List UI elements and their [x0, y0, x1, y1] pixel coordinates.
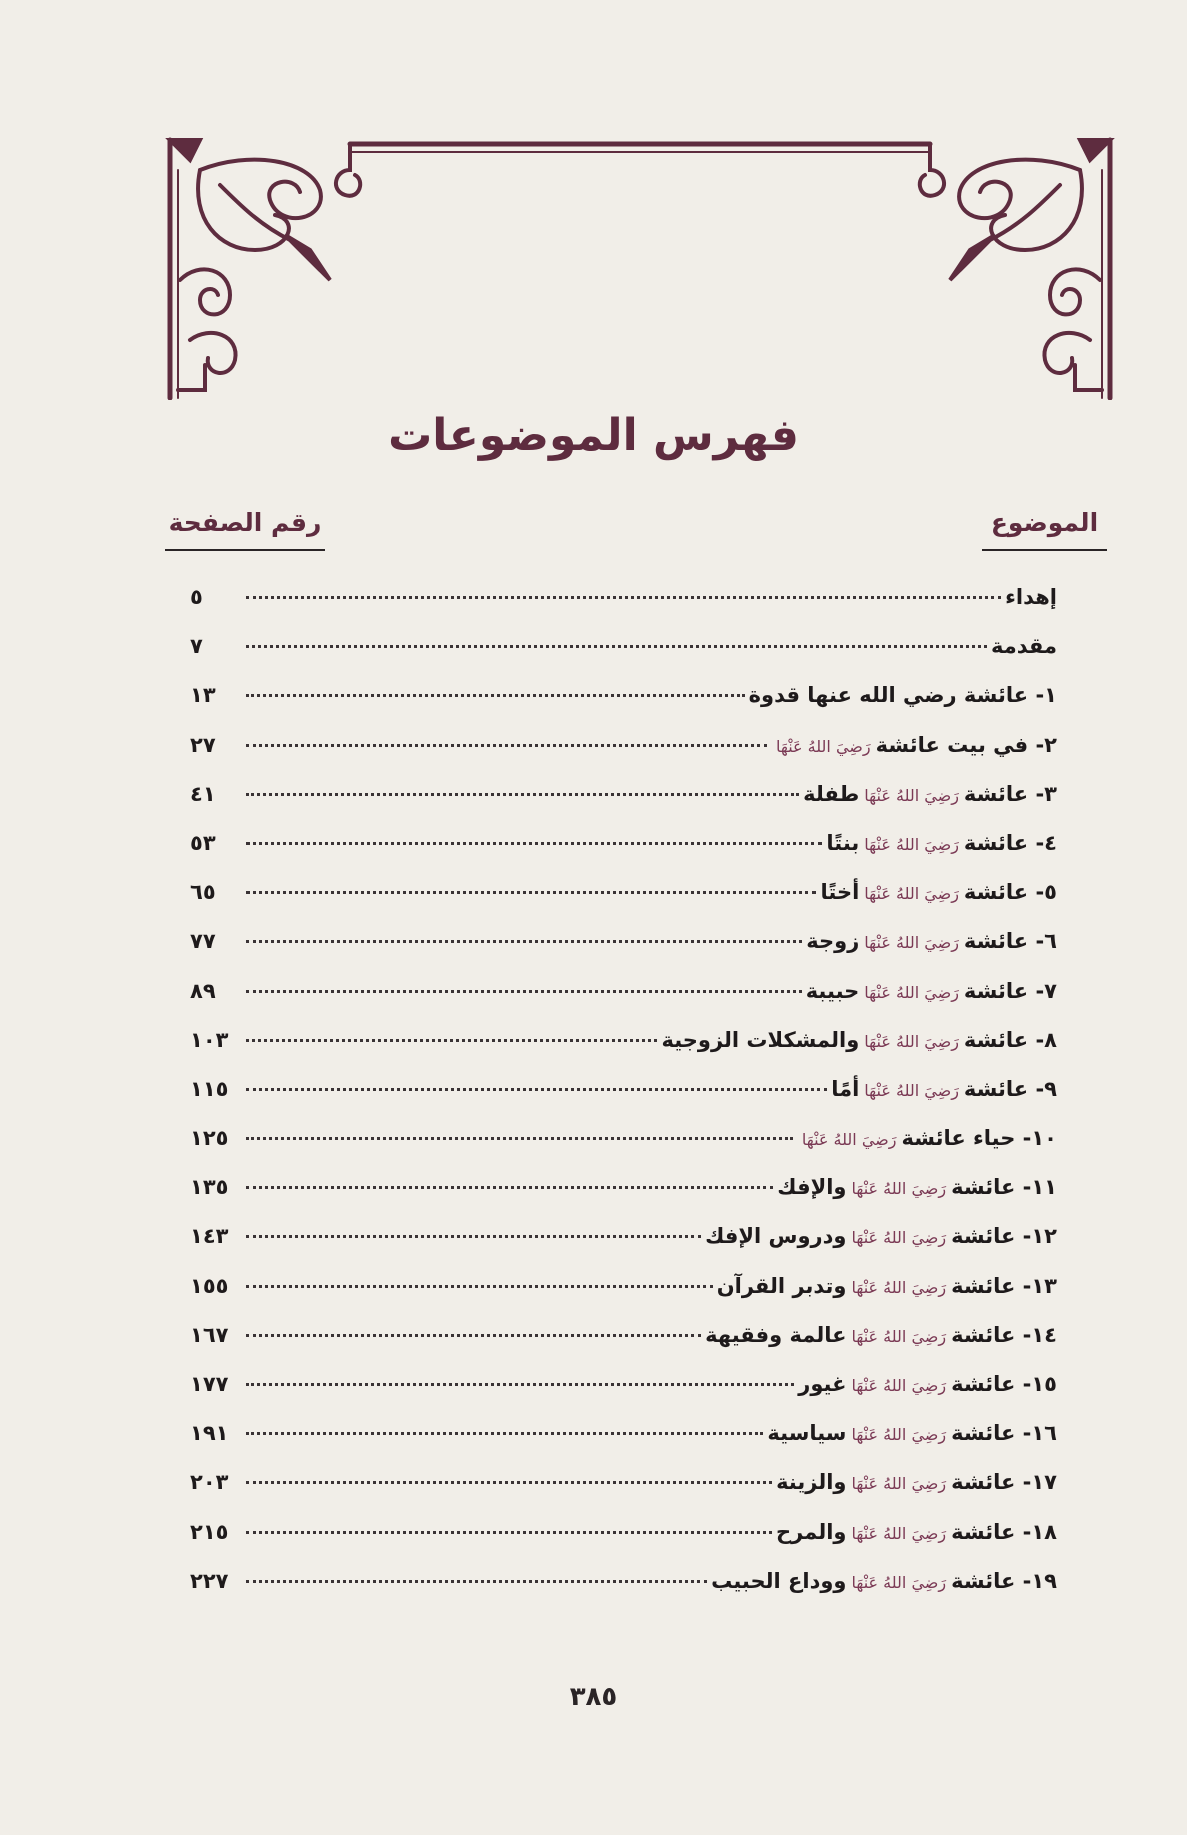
column-header-topic: الموضوع: [982, 508, 1107, 551]
toc-entry-suffix: أختًا: [820, 880, 860, 905]
toc-entry-title: [991, 634, 1057, 658]
toc-entry-suffix: حبيبة: [805, 978, 860, 1003]
toc-entry-honorific: رَضِيَ اللهُ عَنْهَا: [864, 785, 959, 805]
toc-entry[interactable]: [190, 1077, 1057, 1126]
toc-entry-page: ١٣٥: [190, 1175, 229, 1200]
toc-entry-page: ٢٢٧: [190, 1568, 229, 1593]
toc-entry-honorific: رَضِيَ اللهُ عَنْهَا: [851, 1277, 947, 1297]
toc-entry-honorific: رَضِيَ اللهُ عَنْهَا: [851, 1376, 947, 1395]
dot-leader: [246, 595, 1001, 599]
toc-entry-title: [806, 929, 1057, 953]
toc-entry-label: ١٣- عائشة: [951, 1273, 1057, 1298]
toc-entry-suffix: بنتًا: [826, 830, 860, 855]
dot-leader: [246, 841, 822, 845]
dot-leader: [246, 1284, 713, 1288]
toc-entry-title: [767, 1421, 1057, 1445]
toc-entry-title: [661, 1028, 1057, 1052]
toc-entry-honorific: رَضِيَ اللهُ عَنْهَا: [864, 982, 959, 1002]
toc-entry-suffix: غيور: [798, 1372, 847, 1396]
page-title: فهرس الموضوعات: [388, 410, 799, 461]
toc-entry-page: ٢٧: [190, 732, 216, 757]
toc-entry[interactable]: [190, 880, 1057, 929]
toc-entry-title: [831, 1077, 1057, 1101]
toc-entry[interactable]: [190, 1028, 1057, 1077]
toc-entry-label: ١- عائشة رضي الله عنها قدوة: [748, 683, 1057, 708]
toc-entry-suffix: ودروس الإفك: [705, 1224, 847, 1249]
toc-entry-title: [820, 880, 1057, 904]
toc-entry-honorific: رَضِيَ اللهُ عَنْهَا: [775, 736, 871, 756]
toc-entry-suffix: عالمة وفقيهة: [705, 1322, 847, 1347]
toc-entry-page: ٢٠٣: [190, 1470, 229, 1495]
toc-entry-label: ١٢- عائشة: [951, 1224, 1057, 1249]
dot-leader: [246, 1038, 657, 1042]
toc-entry-honorific: رَضِيَ اللهُ عَنْهَا: [851, 1474, 947, 1494]
toc-entry-title: [806, 979, 1057, 1003]
toc-entry-page: ١٠٣: [190, 1027, 229, 1052]
toc-entry-honorific: رَضِيَ اللهُ عَنْهَا: [864, 834, 959, 854]
toc-entry-title: [749, 683, 1057, 707]
toc-entry[interactable]: [190, 831, 1057, 880]
toc-entry[interactable]: [190, 1421, 1057, 1470]
toc-entry[interactable]: [190, 1569, 1057, 1618]
toc-entry-suffix: طفلة: [803, 781, 860, 806]
toc-entry-honorific: رَضِيَ اللهُ عَنْهَا: [851, 1425, 947, 1445]
toc-entry-title: [777, 1175, 1057, 1199]
toc-entry-title: [776, 1470, 1057, 1494]
toc-entry[interactable]: [190, 782, 1057, 831]
toc-entry[interactable]: [190, 1520, 1057, 1569]
toc-entry-title: [776, 1520, 1057, 1544]
toc-entry-page: ٧٧: [190, 929, 216, 954]
toc-entry-page: ١٥٥: [190, 1273, 229, 1298]
toc-entry-suffix: أمًا: [831, 1076, 860, 1101]
toc-entry-page: ١٧٧: [190, 1372, 229, 1396]
toc-entry-suffix: ووداع الحبيب: [711, 1568, 847, 1593]
toc-entry-page: ١١٥: [190, 1076, 229, 1101]
dot-leader: [246, 989, 802, 993]
toc-entry-label: ٣- عائشة: [963, 781, 1057, 806]
dot-leader: [246, 743, 767, 747]
dot-leader: [246, 1530, 772, 1534]
toc-entry[interactable]: [190, 634, 1057, 683]
toc-entry-label: ٧- عائشة: [963, 978, 1057, 1003]
toc-entry-honorific: رَضِيَ اللهُ عَنْهَا: [864, 884, 959, 904]
dot-leader: [246, 644, 987, 648]
toc-entry-page: ١٤٣: [190, 1224, 229, 1249]
toc-entry-label: ٨- عائشة: [963, 1027, 1057, 1052]
toc-entry-label: ١١- عائشة: [951, 1175, 1057, 1200]
toc-entry-title: [771, 733, 1057, 757]
toc-entry-suffix: والمشكلات الزوجية: [661, 1027, 860, 1052]
toc-entry[interactable]: [190, 1175, 1057, 1224]
dot-leader: [246, 1579, 707, 1583]
page-number: ٣٨٥: [569, 1682, 618, 1712]
dot-leader: [246, 1234, 701, 1238]
toc-entry-label: ١٠- حياء عائشة: [901, 1126, 1057, 1151]
toc-entry-page: ١٣: [190, 683, 216, 708]
toc-entry[interactable]: [190, 585, 1057, 634]
toc-entry-title: [711, 1569, 1057, 1593]
toc-entry-suffix: سياسية: [767, 1421, 847, 1446]
dot-leader: [246, 1382, 794, 1386]
toc-entry-page: ٨٩: [190, 978, 216, 1003]
dot-leader: [246, 693, 745, 697]
dot-leader: [246, 890, 816, 894]
toc-entry-honorific: رَضِيَ اللهُ عَنْهَا: [851, 1572, 947, 1592]
toc-entry-label: إهداء: [1005, 585, 1057, 609]
toc-entry-suffix: والزينة: [776, 1470, 847, 1495]
toc-entry-label: ٩- عائشة: [963, 1076, 1057, 1101]
toc-entry-title: [705, 1224, 1057, 1248]
toc-entry-honorific: رَضِيَ اللهُ عَنْهَا: [864, 933, 959, 953]
toc-entry-page: ٥٣: [190, 830, 216, 855]
toc-entry-label: ٦- عائشة: [963, 929, 1057, 954]
toc-entry-page: ١٩١: [190, 1421, 229, 1446]
toc-entry[interactable]: [190, 733, 1057, 782]
toc-entry-title: [705, 1323, 1057, 1347]
toc-entry-honorific: رَضِيَ اللهُ عَنْهَا: [851, 1326, 947, 1346]
toc-entry-label: ١٤- عائشة: [951, 1322, 1057, 1347]
toc-entry-honorific: رَضِيَ اللهُ عَنْهَا: [851, 1179, 947, 1199]
ornamental-frame: [160, 130, 1120, 400]
toc-entry[interactable]: [190, 1470, 1057, 1519]
toc-entry-label: ١٨- عائشة: [951, 1519, 1057, 1544]
toc-entry-honorific: رَضِيَ اللهُ عَنْهَا: [851, 1523, 947, 1543]
toc-entry-honorific: رَضِيَ اللهُ عَنْهَا: [851, 1228, 947, 1248]
dot-leader: [246, 1431, 763, 1435]
toc-entry[interactable]: [190, 1274, 1057, 1323]
dot-leader: [246, 1333, 701, 1337]
toc-entry[interactable]: [190, 979, 1057, 1028]
dot-leader: [246, 939, 802, 943]
dot-leader: [246, 1136, 793, 1140]
toc-entry-title: [826, 831, 1057, 855]
toc-entry[interactable]: [190, 1126, 1057, 1175]
table-of-contents: [190, 585, 1057, 1618]
dot-leader: [246, 1087, 827, 1091]
toc-entry-honorific: رَضِيَ اللهُ عَنْهَا: [864, 1031, 959, 1051]
dot-leader: [246, 1480, 772, 1484]
toc-entry-title: [797, 1126, 1057, 1150]
toc-entry-suffix: وتدبر القرآن: [716, 1273, 847, 1298]
toc-entry-page: ٧: [190, 634, 203, 659]
toc-entry-page: ٦٥: [190, 880, 216, 905]
toc-entry[interactable]: [190, 683, 1057, 732]
toc-entry-page: ١٦٧: [190, 1322, 229, 1347]
toc-entry-suffix: زوجة: [806, 929, 860, 954]
toc-entry-label: ١٦- عائشة: [951, 1421, 1057, 1446]
frame-ornament-icon: [170, 140, 1110, 398]
toc-entry-label: ٢- في بيت عائشة: [875, 732, 1057, 757]
toc-entry-suffix: والمرح: [776, 1519, 847, 1544]
toc-entry-label: ١٥- عائشة: [951, 1372, 1057, 1396]
toc-entry-suffix: والإفك: [777, 1175, 847, 1200]
toc-entry-title: [1005, 585, 1057, 609]
toc-entry[interactable]: [190, 929, 1057, 978]
toc-entry-label: ٤- عائشة: [963, 830, 1057, 855]
dot-leader: [246, 792, 799, 796]
toc-entry-label: ١٧- عائشة: [951, 1470, 1057, 1495]
toc-entry-label: ١٩- عائشة: [951, 1568, 1057, 1593]
toc-entry-label: مقدمة: [991, 634, 1057, 659]
toc-entry[interactable]: [190, 1323, 1057, 1372]
toc-entry-honorific: رَضِيَ اللهُ عَنْهَا: [864, 1080, 959, 1100]
toc-entry-title: [803, 782, 1057, 806]
toc-entry[interactable]: [190, 1372, 1057, 1421]
column-header-page-number: رقم الصفحة: [165, 508, 325, 551]
toc-entry-title: [798, 1372, 1057, 1396]
toc-entry-page: ٢١٥: [190, 1519, 229, 1544]
toc-entry-title: [717, 1274, 1057, 1298]
toc-entry[interactable]: [190, 1224, 1057, 1273]
dot-leader: [246, 1185, 773, 1189]
toc-entry-label: ٥- عائشة: [963, 880, 1057, 905]
toc-entry-page: ٥: [190, 585, 203, 609]
toc-entry-page: ٤١: [190, 781, 216, 806]
toc-entry-honorific: رَضِيَ اللهُ عَنْهَا: [801, 1130, 897, 1150]
toc-entry-page: ١٢٥: [190, 1126, 229, 1151]
